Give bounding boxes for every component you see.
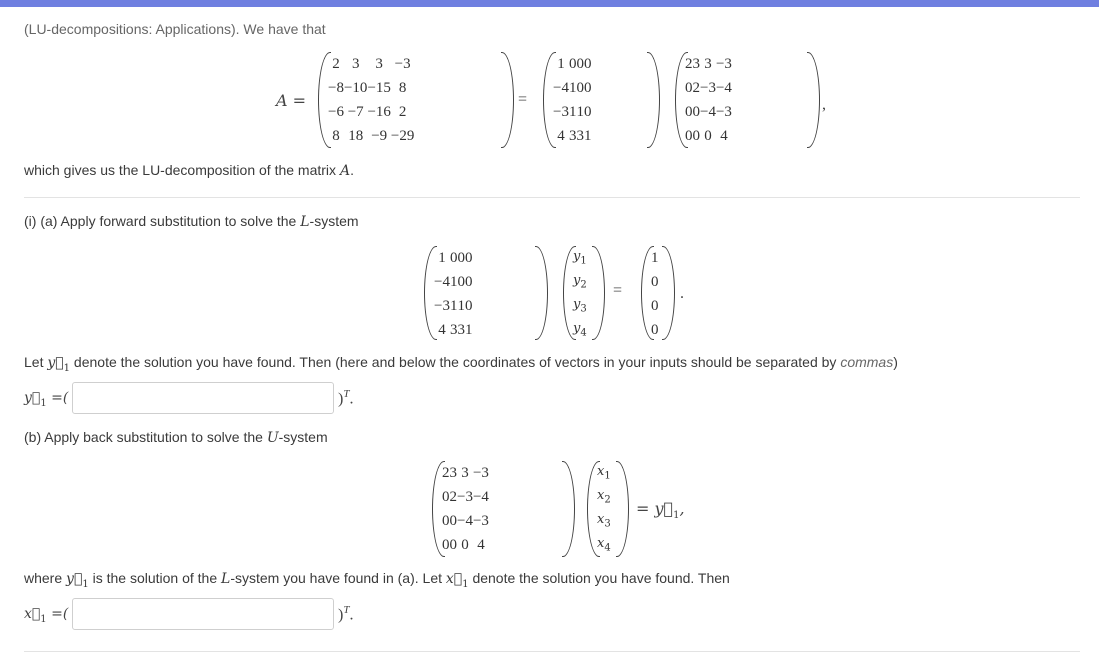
matrix-row	[434, 318, 472, 342]
intro-conclusion-var: A	[339, 163, 351, 179]
y-vector-table	[573, 246, 587, 342]
answer-y1-label: $y⃗_1$ =(	[24, 390, 69, 409]
equals-sign: =	[518, 91, 528, 108]
answer-y1-close: )	[338, 390, 344, 408]
part-b-note-var-l: L	[221, 571, 231, 587]
matrix-u	[675, 52, 820, 148]
matrix-cell: 2	[332, 55, 340, 72]
intro-conclusion	[24, 162, 354, 179]
matrix-cell: 0	[461, 536, 469, 553]
matrix-row	[442, 461, 489, 485]
part-b-note	[24, 570, 730, 590]
system-l-matrix	[424, 246, 548, 340]
system-l-equals: =	[613, 282, 623, 299]
vector-entry: $x_4$	[597, 536, 611, 554]
vector-entry: $y_3$	[573, 297, 587, 315]
vector-row	[597, 533, 611, 557]
matrix-cell: 3	[375, 55, 383, 72]
bottom-divider	[24, 651, 1080, 652]
matrix-cell: 4	[438, 321, 446, 338]
matrix-cell: 3	[692, 55, 700, 72]
matrix-row	[553, 124, 591, 148]
matrix-cell: 18	[348, 127, 364, 144]
part-b-note-text: where	[24, 570, 67, 586]
part-b-prompt	[24, 429, 328, 446]
matrix-cell: −9	[371, 127, 388, 144]
matrix-l	[543, 52, 660, 148]
matrix-cell: 2	[398, 103, 407, 120]
matrix-cell: −8	[328, 79, 344, 96]
matrix-cell: 0	[576, 79, 584, 96]
part-b-prompt-end: -system	[278, 429, 328, 445]
matrix-row	[434, 270, 472, 294]
vector-row	[651, 294, 659, 318]
matrix-cell: 0	[457, 249, 465, 266]
matrix-row	[685, 124, 732, 148]
intro-lead-text: (LU-decompositions: Applications). We have that	[24, 21, 326, 37]
matrix-cell: −3	[700, 79, 716, 96]
top-accent-bar	[0, 0, 1099, 7]
matrix-cell: 1	[464, 321, 473, 338]
matrix-cell: 0	[464, 249, 473, 266]
matrix-row	[685, 76, 732, 100]
matrix-row	[442, 533, 489, 557]
matrix-cell: −3	[457, 488, 473, 505]
matrix-row	[553, 52, 591, 76]
vector-row	[651, 318, 659, 342]
system-u-rhs	[636, 499, 685, 521]
matrix-cell: 0	[464, 297, 473, 314]
vector-row	[597, 509, 611, 533]
y-vector	[563, 246, 605, 340]
matrix-row	[434, 246, 472, 270]
matrix-row	[553, 100, 591, 124]
vector-row	[651, 270, 659, 294]
matrix-row	[328, 76, 414, 100]
vector-entry: $y_2$	[573, 273, 587, 291]
matrix-cell: 0	[449, 512, 457, 529]
matrix-cell: 1	[568, 103, 577, 120]
matrix-cell: 0	[568, 55, 577, 72]
vector-row	[573, 318, 587, 342]
matrix-cell: 8	[332, 127, 340, 144]
matrix-cell: 4	[720, 127, 728, 144]
matrix-row	[685, 100, 732, 124]
part-b-note-var-y: $y⃗_1$	[66, 571, 89, 590]
matrix-row	[442, 509, 489, 533]
vector-row	[573, 294, 587, 318]
matrix-cell: 0	[685, 103, 693, 120]
matrix-cell: 3	[461, 464, 469, 481]
system-l-period: .	[680, 285, 684, 302]
matrix-cell: 3	[704, 55, 712, 72]
answer-y1-sup: T	[343, 388, 350, 400]
intro-conclusion-text: which gives us the LU-decomposition of the matrix	[24, 162, 340, 178]
matrix-a-label-text: A =	[276, 91, 307, 110]
matrix-cell: 0	[692, 127, 700, 144]
part-a-prompt	[24, 213, 359, 230]
matrix-cell: 0	[704, 127, 712, 144]
matrix-cell: 1	[449, 297, 458, 314]
matrix-cell: 0	[692, 103, 700, 120]
matrix-cell: 0	[442, 512, 450, 529]
matrix-cell: 1	[583, 127, 592, 144]
system-l-table	[434, 246, 472, 342]
matrix-cell: 8	[398, 79, 407, 96]
vector-row	[573, 270, 587, 294]
matrix-cell: 1	[457, 297, 465, 314]
matrix-row	[553, 76, 591, 100]
matrix-cell: 0	[457, 273, 465, 290]
matrix-cell: −6	[328, 103, 344, 120]
matrix-cell: 1	[576, 103, 584, 120]
matrix-cell: 0	[583, 55, 592, 72]
answer-x1-input[interactable]	[72, 598, 334, 630]
part-b-note-mid2: -system you have found in (a). Let	[230, 570, 446, 586]
matrix-cell: 2	[692, 79, 700, 96]
part-b-prompt-text: (b) Apply back substitution to solve the	[24, 429, 267, 445]
vector-entry: $x_3$	[597, 512, 611, 530]
vector-entry: $x_1$	[597, 464, 611, 482]
matrix-cell: 0	[449, 249, 458, 266]
matrix-cell: −4	[700, 103, 716, 120]
matrix-cell: −15	[367, 79, 391, 96]
matrix-cell: 0	[583, 79, 592, 96]
matrix-cell: −4	[457, 512, 473, 529]
vector-entry: 1	[651, 249, 659, 266]
vector-entry: $y_4$	[573, 321, 587, 339]
matrix-cell: 1	[568, 79, 577, 96]
matrix-cell: 0	[583, 103, 592, 120]
system-u-rhs-text: = $y⃗_1$,	[636, 499, 685, 522]
matrix-cell: 4	[477, 536, 485, 553]
rhs-vector-table	[651, 246, 659, 342]
matrix-cell: 3	[449, 464, 457, 481]
matrix-cell: 0	[442, 488, 450, 505]
matrix-row	[328, 124, 414, 148]
matrix-trailing-comma: ,	[822, 96, 826, 113]
part-a-note-text: Let	[24, 354, 48, 370]
intro-lead	[24, 21, 326, 37]
matrix-cell: 0	[685, 79, 693, 96]
matrix-l-table	[553, 52, 591, 148]
matrix-cell: −3	[394, 55, 411, 72]
matrix-cell: −3	[553, 103, 569, 120]
matrix-row	[434, 294, 472, 318]
matrix-cell: −10	[343, 79, 368, 96]
answer-y1-input[interactable]	[72, 382, 334, 414]
matrix-cell: −16	[367, 103, 391, 120]
vector-row	[573, 246, 587, 270]
matrix-cell: 2	[685, 55, 693, 72]
matrix-row	[685, 52, 732, 76]
matrix-cell: 1	[438, 249, 446, 266]
matrix-cell: 2	[449, 488, 457, 505]
matrix-row	[328, 100, 414, 124]
section-divider	[24, 197, 1080, 198]
matrix-cell: 3	[457, 321, 465, 338]
matrix-cell: −4	[715, 79, 732, 96]
vector-entry: $x_2$	[597, 488, 611, 506]
matrix-a-label	[276, 91, 306, 111]
matrix-cell: −3	[715, 103, 732, 120]
rhs-vector	[641, 246, 675, 340]
system-u-matrix	[432, 461, 575, 557]
system-u-table	[442, 461, 489, 557]
matrix-cell: −7	[347, 103, 364, 120]
part-b-note-mid1: is the solution of the	[88, 570, 222, 586]
matrix-u-table	[685, 52, 732, 148]
matrix-cell: −3	[715, 55, 732, 72]
matrix-cell: 0	[442, 536, 450, 553]
matrix-cell: 0	[449, 536, 457, 553]
x-vector	[587, 461, 629, 557]
x-vector-table	[597, 461, 611, 557]
answer-x1-label: $x⃗_1$ =(	[24, 606, 69, 625]
vector-entry: 0	[651, 297, 659, 314]
matrix-cell: 1	[557, 55, 565, 72]
matrix-a-table	[328, 52, 414, 148]
vector-entry: 0	[651, 273, 659, 290]
matrix-cell: 3	[351, 55, 360, 72]
vector-row	[597, 461, 611, 485]
matrix-cell: 3	[576, 127, 584, 144]
vector-row	[597, 485, 611, 509]
matrix-cell: 3	[568, 127, 577, 144]
answer-x1-sup: T	[343, 604, 350, 616]
answer-y1-transpose	[338, 388, 353, 408]
matrix-cell: 0	[576, 55, 584, 72]
matrix-cell: −4	[472, 488, 489, 505]
part-a-prompt-var: L	[300, 214, 310, 230]
part-a-prompt-text: (i) (a) Apply forward substitution to solve the	[24, 213, 301, 229]
vector-entry: 0	[651, 321, 659, 338]
matrix-a	[318, 52, 514, 148]
matrix-cell: 4	[557, 127, 565, 144]
part-b-note-var-x: $x⃗_1$	[445, 571, 469, 590]
part-b-prompt-var: U	[266, 430, 279, 446]
part-a-note-middle: denote the solution you have found. Then (here and below the coordinates of vectors in your inputs should be separated by	[70, 354, 841, 370]
answer-x1-transpose	[338, 604, 353, 624]
matrix-cell: 0	[464, 273, 473, 290]
part-a-note-commas: commas	[840, 354, 894, 370]
matrix-cell: −3	[472, 512, 489, 529]
matrix-cell: −3	[472, 464, 489, 481]
part-a-note	[24, 354, 898, 374]
answer-x1-end: .	[349, 606, 354, 624]
vector-row	[651, 246, 659, 270]
part-a-note-var: $y⃗_1$	[47, 355, 71, 374]
matrix-cell: 2	[442, 464, 450, 481]
matrix-cell: 3	[449, 321, 458, 338]
part-a-note-end: )	[893, 354, 898, 370]
matrix-cell: −4	[434, 273, 450, 290]
matrix-row	[442, 485, 489, 509]
matrix-cell: −4	[553, 79, 569, 96]
matrix-cell: −3	[434, 297, 450, 314]
intro-conclusion-end: .	[350, 162, 354, 178]
matrix-cell: 0	[685, 127, 693, 144]
matrix-row	[328, 52, 414, 76]
answer-y1-end: .	[349, 390, 354, 408]
matrix-cell: −29	[390, 127, 415, 144]
answer-x1-close: )	[338, 606, 344, 624]
part-b-note-end: denote the solution you have found. Then	[468, 570, 730, 586]
part-a-prompt-end: -system	[309, 213, 359, 229]
vector-entry: $y_1$	[573, 249, 587, 267]
matrix-cell: 1	[449, 273, 458, 290]
